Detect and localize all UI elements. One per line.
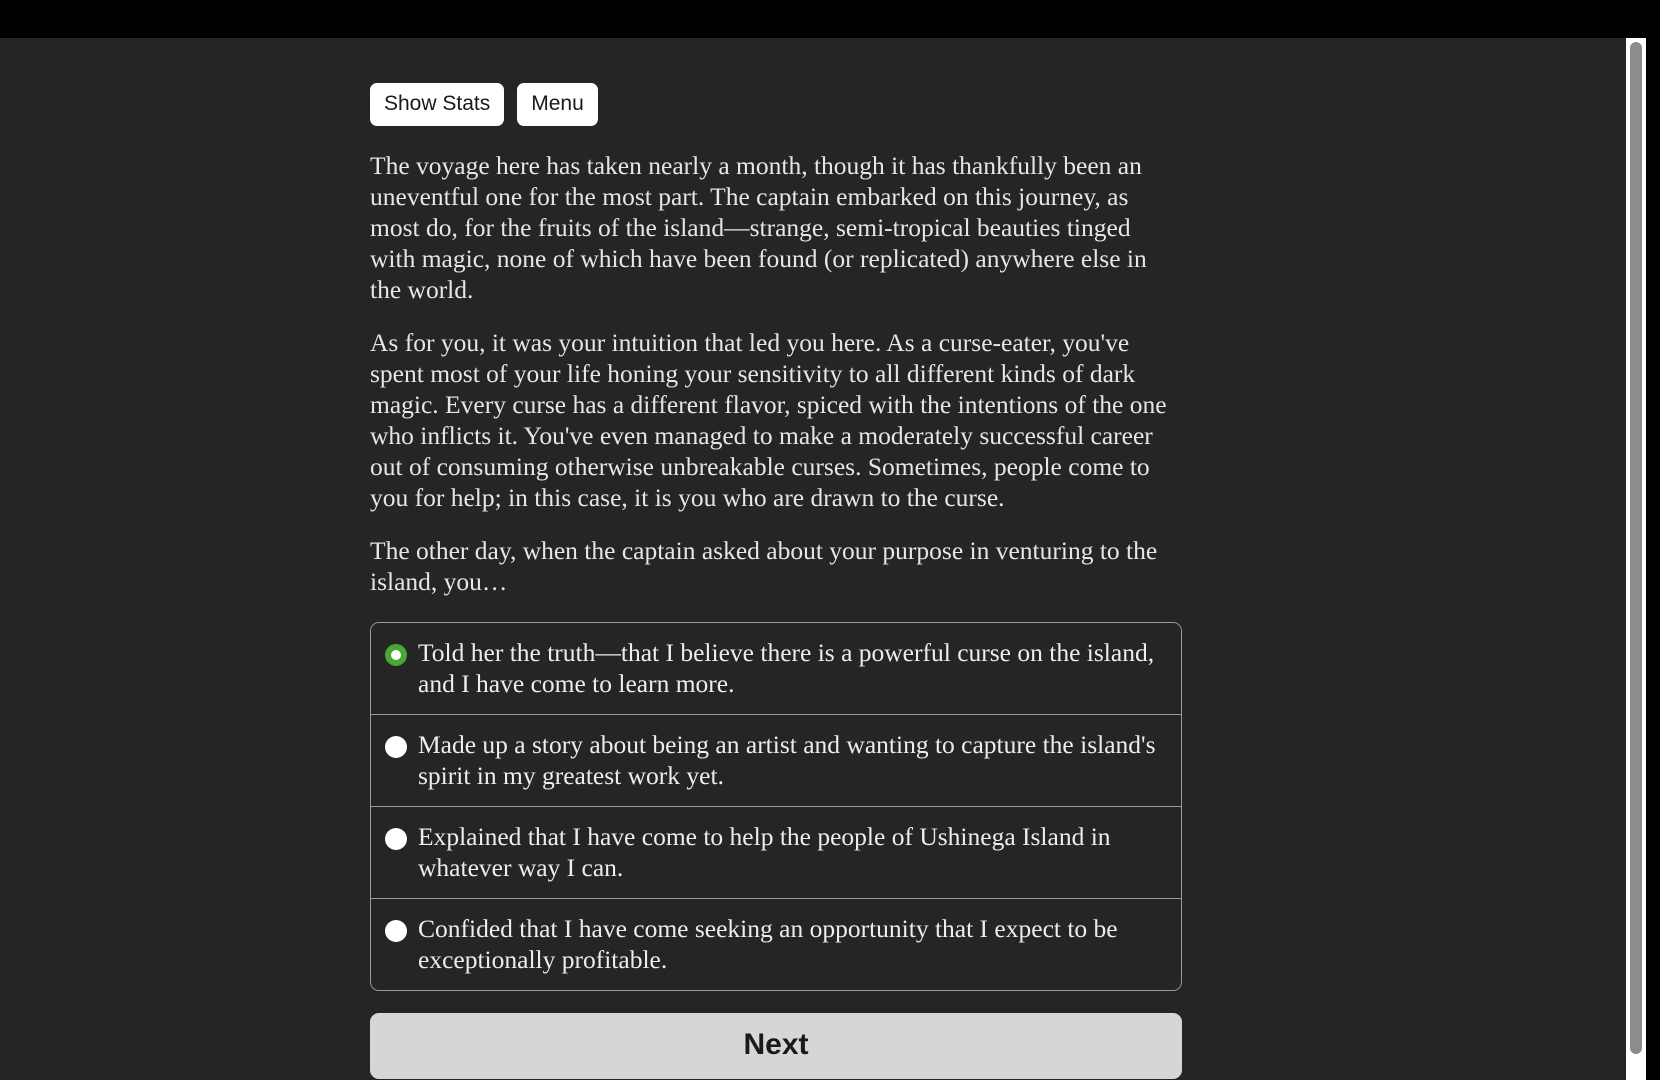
show-stats-button[interactable]: Show Stats [370,83,504,126]
story-content-column [370,38,1182,1079]
radio-button-selected-icon[interactable] [385,644,407,666]
browser-top-bar [0,0,1660,38]
choice-option-1-label: Told her the truth—that I believe there is a powerful curse on the island, and I have come to learn more. [418,638,1155,698]
choice-option-4-label: Confided that I have come seeking an opportunity that I expect to be exceptionally profitable. [418,914,1118,974]
choice-option-1[interactable] [371,623,1181,715]
next-button[interactable]: Next [370,1013,1182,1079]
menu-button[interactable]: Menu [517,83,598,126]
page-viewport [0,38,1660,1080]
choice-option-3[interactable] [371,807,1181,899]
radio-button-icon[interactable] [385,828,407,850]
story-paragraph-3: The other day, when the captain asked about your purpose in venturing to the island, you… [370,536,1158,596]
window-right-gutter [1646,38,1660,1080]
game-toolbar [370,38,1182,126]
radio-button-icon[interactable] [385,920,407,942]
story-paragraph-1: The voyage here has taken nearly a month, though it has thankfully been an uneventful one for the most part. The captain embarked on this journey, as most do, for the fruits of the island—strange, semi-tropical beauties tinged with magic, none of which have been found (or replicated) anywhere else in the world. [370,151,1147,304]
story-paragraph-2: As for you, it was your intuition that led you here. As a curse-eater, you've spent most of your life honing your sensitivity to all different kinds of dark magic. Every curse has a different flavor, spiced with the intentions of the one who inflicts it. You've even managed to make a moderately successful career out of consuming otherwise unbreakable curses. Sometimes, people come to you for help; in this case, it is you who are drawn to the curse. [370,328,1167,512]
choice-option-3-label: Explained that I have come to help the people of Ushinega Island in whatever way I can. [418,822,1111,882]
choice-option-2-label: Made up a story about being an artist and wanting to capture the island's spirit in my greatest work yet. [418,730,1156,790]
story-text [370,126,1182,597]
choice-list [370,622,1182,991]
vertical-scrollbar[interactable] [1626,38,1646,1080]
choice-option-2[interactable] [371,715,1181,807]
scrollbar-thumb[interactable] [1630,42,1642,1054]
radio-button-icon[interactable] [385,736,407,758]
choice-option-4[interactable] [371,899,1181,990]
